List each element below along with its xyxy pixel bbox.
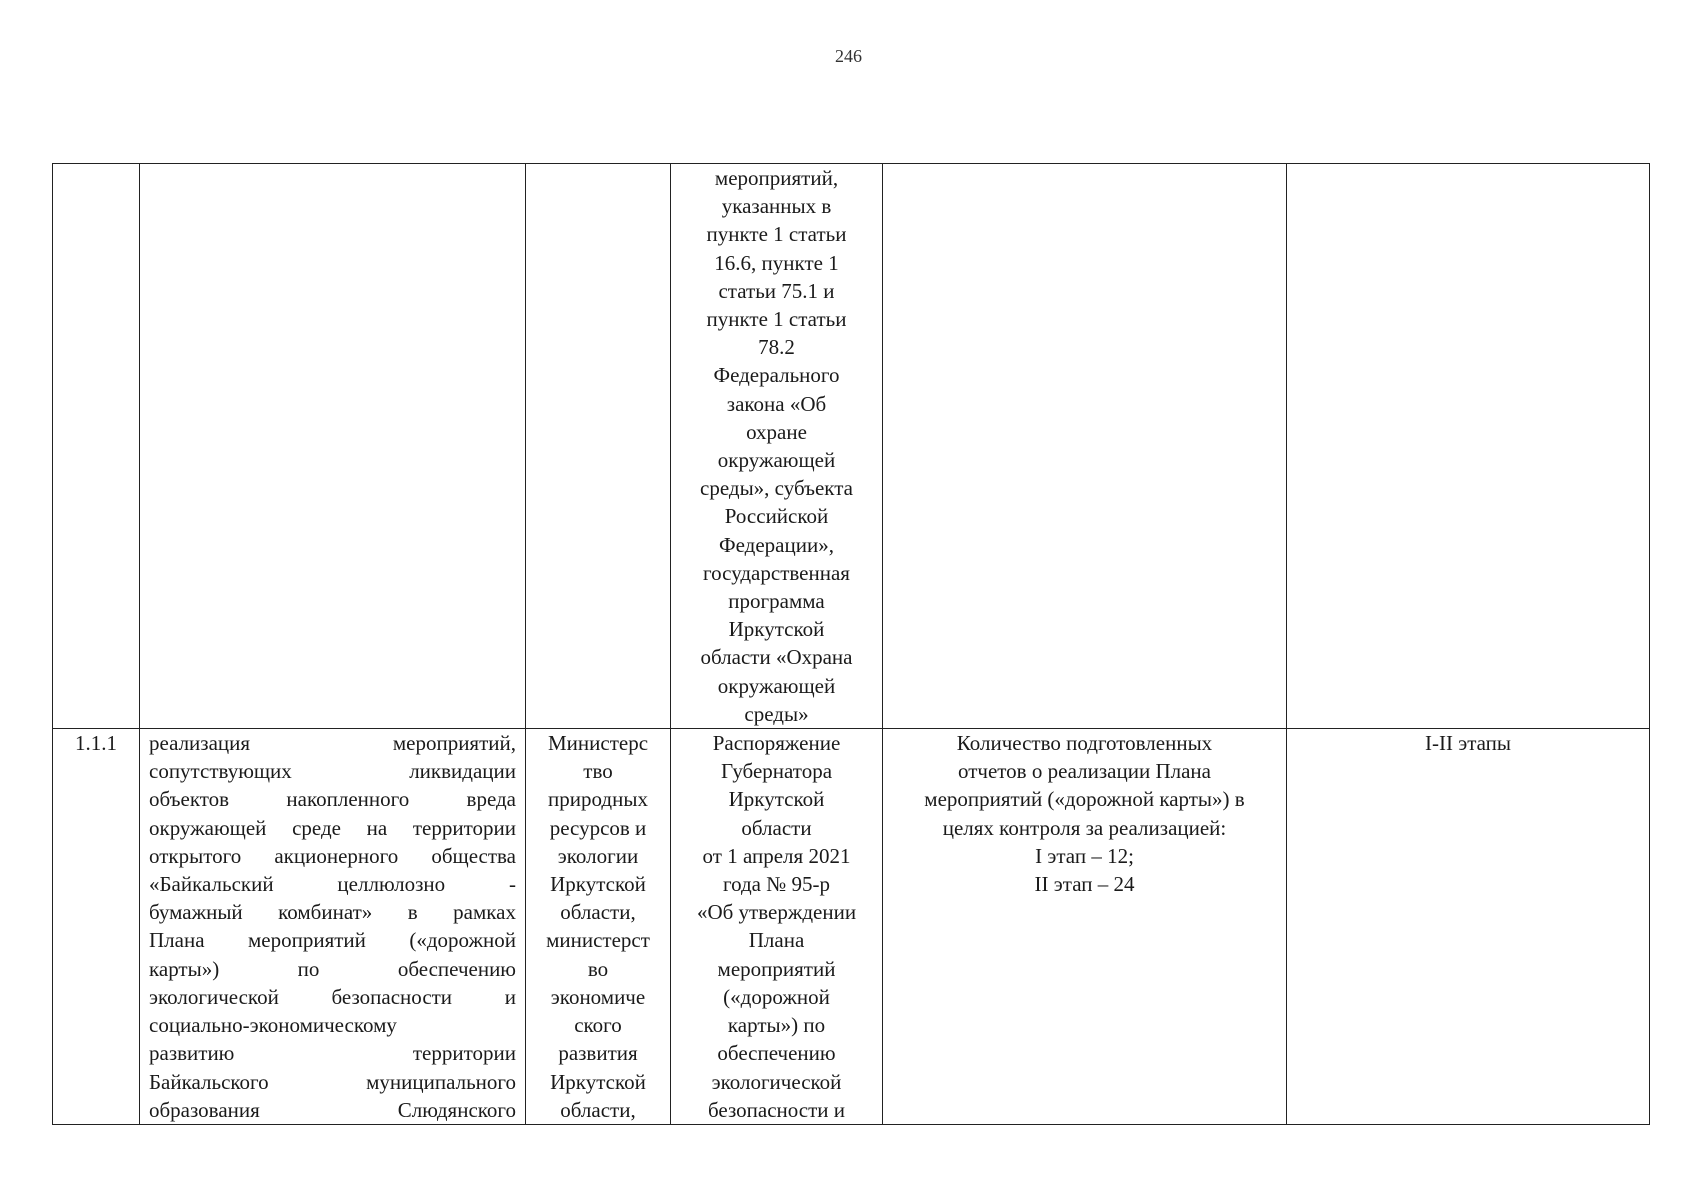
text-line: социально-экономическому <box>149 1013 397 1038</box>
text-line: отчетов о реализации Плана <box>957 759 1211 784</box>
text-line: программа <box>728 589 825 614</box>
text-line: «Об утверждении <box>696 900 857 925</box>
table-row <box>53 164 1650 729</box>
text-line: области «Охрана <box>700 645 853 670</box>
text-line: области <box>741 815 812 840</box>
text-line: министерст <box>546 928 650 953</box>
text-line: во <box>587 956 609 981</box>
measures-table <box>52 163 1650 1125</box>
table-row <box>53 729 1650 1125</box>
text-line: среды» <box>744 701 809 726</box>
text-line: экологической <box>711 1069 842 1094</box>
text-line: ресурсов и <box>549 815 647 840</box>
basis-cell <box>671 164 883 729</box>
responsible-cell <box>526 164 671 729</box>
basis-cell <box>671 729 883 1125</box>
text-line: экологии <box>557 843 639 868</box>
text-line: развития <box>558 1041 638 1066</box>
text-line: мероприятий <box>717 956 836 981</box>
text-line: развитию территории <box>149 1041 516 1066</box>
text-line: экологической безопасности и <box>149 984 516 1009</box>
text-line: Иркутской <box>550 872 646 897</box>
item-number: 1.1.1 <box>75 731 117 756</box>
text-line: II этап – 24 <box>1034 872 1135 897</box>
text-line: Байкальского муниципального <box>149 1069 516 1094</box>
text-line: 16.6, пункте 1 <box>714 250 839 275</box>
text-line: области, <box>560 1097 636 1122</box>
text-line: Количество подготовленных <box>956 731 1213 756</box>
text-line: закона «Об <box>726 391 827 416</box>
text-line: карты») по обеспечению <box>149 956 516 981</box>
page-number: 246 <box>835 46 862 66</box>
text-line: I этап – 12; <box>1035 843 1134 868</box>
text-line: реализация мероприятий, <box>149 731 516 756</box>
text-line: года № 95-р <box>722 872 831 897</box>
text-line: среды», субъекта <box>700 476 853 501</box>
description-cell <box>140 164 526 729</box>
text-line: Иркутской <box>550 1069 646 1094</box>
text-line: Иркутской <box>728 617 825 642</box>
text-line: мероприятий («дорожной карты») в <box>924 787 1245 812</box>
text-line: окружающей <box>717 448 836 473</box>
text-line: бумажный комбинат» в рамках <box>149 900 516 925</box>
text-line: Распоряжение <box>712 731 841 756</box>
stages-cell <box>1287 164 1650 729</box>
text-line: области, <box>560 900 636 925</box>
text-line: безопасности и <box>707 1097 846 1122</box>
responsible-cell <box>526 729 671 1125</box>
stages-cell <box>1287 729 1650 1125</box>
text-line: от 1 апреля 2021 <box>702 843 851 868</box>
text-line: указанных в <box>721 194 832 219</box>
text-line: Федерального <box>713 363 840 388</box>
text-line: статьи 75.1 и <box>718 278 835 303</box>
text-line: целях контроля за реализацией: <box>942 815 1227 840</box>
text-line: экономиче <box>550 984 646 1009</box>
text-line: охране <box>746 419 807 444</box>
text-line: («дорожной <box>723 984 830 1009</box>
text-line: окружающей среде на территории <box>149 815 516 840</box>
text-line: обеспечению <box>717 1041 836 1066</box>
text-line: тво <box>583 759 613 784</box>
number-cell <box>53 729 140 1125</box>
indicator-cell <box>883 164 1287 729</box>
text-line: Российской <box>724 504 829 529</box>
text-line: государственная <box>703 560 850 585</box>
text-line: сопутствующих ликвидации <box>149 759 516 784</box>
text-line: Министерс <box>547 731 649 756</box>
text-line: природных <box>548 787 648 812</box>
text-line: объектов накопленного вреда <box>149 787 516 812</box>
text-line: Плана мероприятий («дорожной <box>149 928 516 953</box>
text-line: Губернатора <box>720 759 833 784</box>
text-line: Плана <box>748 928 805 953</box>
text-line: пункте 1 статьи <box>706 222 847 247</box>
text-line: Иркутской <box>728 787 825 812</box>
stages-text: I-II этапы <box>1424 731 1512 756</box>
text-line: открытого акционерного общества <box>149 843 516 868</box>
text-line: пункте 1 статьи <box>706 307 847 332</box>
text-line: карты») по <box>727 1013 826 1038</box>
indicator-cell <box>883 729 1287 1125</box>
description-cell <box>140 729 526 1125</box>
text-line: окружающей <box>717 673 836 698</box>
number-cell <box>53 164 140 729</box>
text-line: 78.2 <box>758 335 795 360</box>
text-line: мероприятий, <box>714 166 839 190</box>
text-line: ского <box>574 1013 622 1038</box>
text-line: Федерации», <box>719 532 834 557</box>
text-line: образования Слюдянского <box>149 1097 516 1122</box>
text-line: «Байкальский целлюлозно - <box>149 872 516 897</box>
